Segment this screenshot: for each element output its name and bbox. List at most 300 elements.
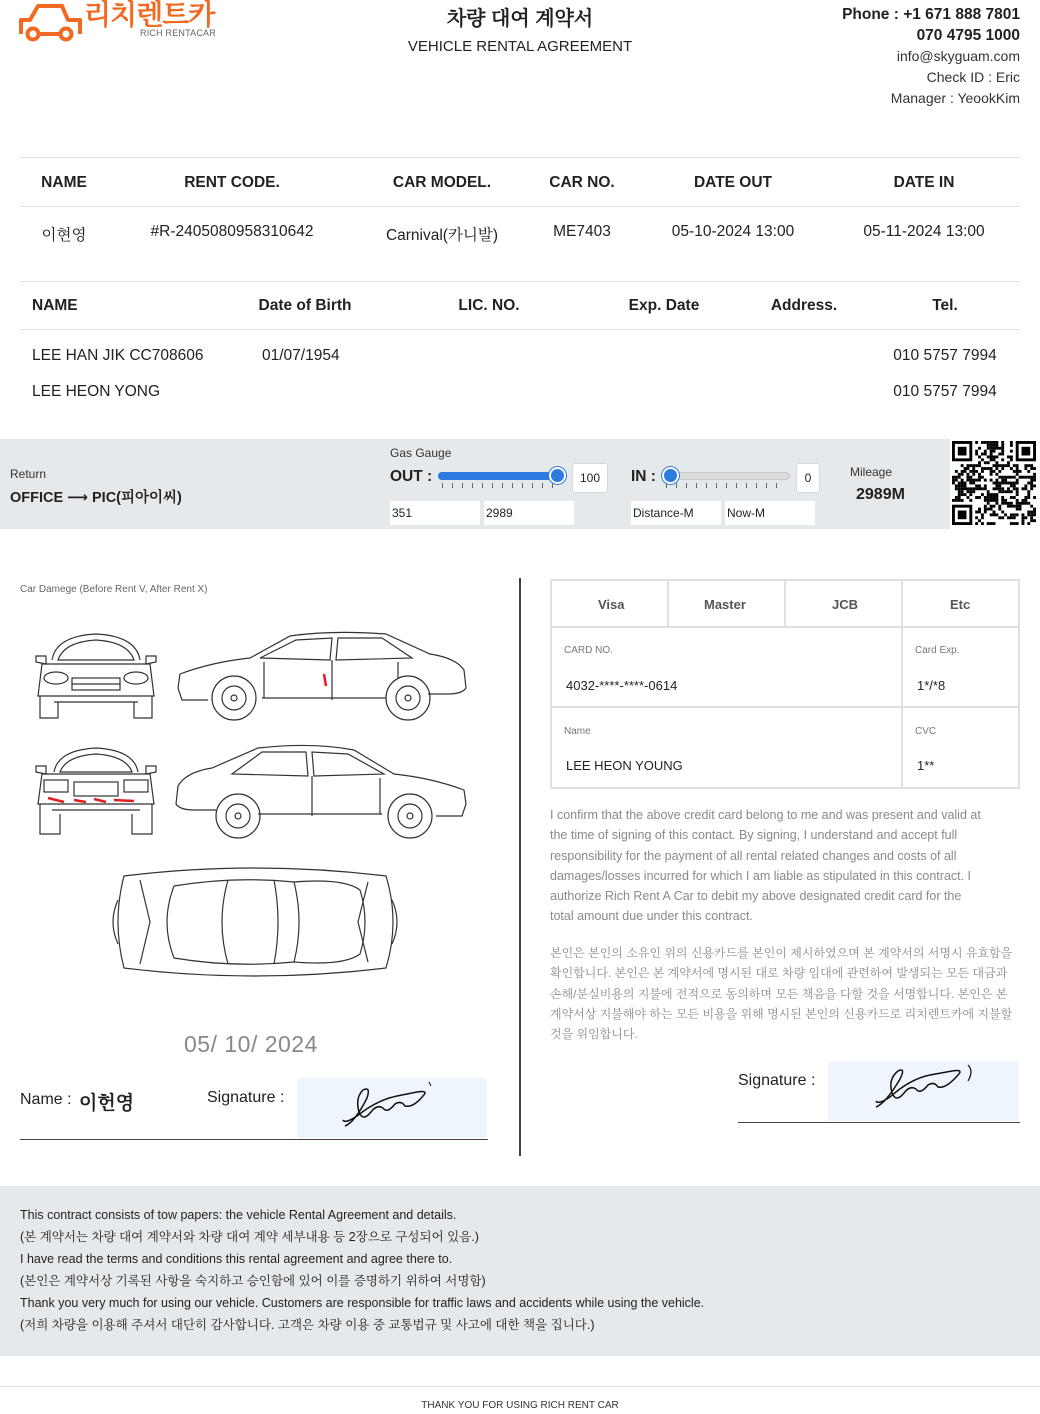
qr-module (990, 473, 993, 476)
qr-module (993, 487, 996, 490)
slider-fill (438, 472, 558, 480)
qr-module (990, 513, 993, 516)
qr-module (993, 511, 996, 514)
qr-module (972, 487, 975, 490)
qr-module (993, 499, 996, 502)
qr-module (1010, 455, 1013, 458)
signature-line-right (738, 1122, 1020, 1123)
qr-module (987, 467, 990, 470)
card-holder-name: LEE HEON YOUNG (566, 758, 683, 773)
qr-module (952, 499, 955, 502)
qr-module (958, 473, 961, 476)
qr-module (1030, 487, 1033, 490)
car-number: ME7403 (553, 223, 611, 240)
qr-module (969, 476, 972, 479)
in-field-distance[interactable]: Distance-M (631, 501, 721, 525)
damage-mark (48, 798, 134, 802)
qr-module (958, 493, 961, 496)
qr-module (969, 490, 972, 493)
qr-module (1010, 450, 1013, 453)
qr-module (952, 479, 955, 482)
consent-en-line: I confirm that the above credit card belong to me and was present and valid at (550, 808, 981, 822)
qr-module (1033, 496, 1036, 499)
qr-module (1030, 511, 1033, 514)
qr-module (975, 484, 978, 487)
qr-module (1027, 490, 1030, 493)
qr-module (1022, 502, 1025, 505)
qr-module (1019, 508, 1022, 511)
qr-module (1001, 496, 1004, 499)
card-type-jcb[interactable]: JCB (832, 597, 859, 612)
qr-module (978, 519, 981, 522)
qr-module (975, 450, 978, 453)
qr-module (958, 496, 961, 499)
qr-module (995, 441, 998, 444)
qr-module (1022, 513, 1025, 516)
qr-module (1033, 513, 1036, 516)
note-line: (본인은 계약서상 기록된 사항을 숙지하고 승인함에 있어 이를 증명하기 위하여 서명함) (20, 1274, 486, 1288)
table-rule (20, 206, 1020, 207)
qr-module (995, 455, 998, 458)
qr-module (1022, 522, 1025, 525)
qr-module (1001, 490, 1004, 493)
qr-module (995, 447, 998, 450)
title-english: VEHICLE RENTAL AGREEMENT (407, 38, 633, 55)
card-cell-border (901, 581, 903, 787)
qr-module (1033, 467, 1036, 470)
qr-module (1007, 476, 1010, 479)
qr-module (1027, 496, 1030, 499)
qr-module (972, 473, 975, 476)
qr-module (1024, 467, 1027, 470)
qr-module (993, 447, 996, 450)
qr-module (987, 447, 990, 450)
signature-label-left: Signature : (207, 1089, 285, 1106)
qr-module (1004, 464, 1007, 467)
qr-module (1027, 464, 1030, 467)
signature-icon (297, 1078, 487, 1138)
qr-module (990, 470, 993, 473)
card-cvc-label: CVC (915, 726, 937, 737)
note-line: Thank you very much for using our vehicle. Customers are responsible for traffic laws and accidents while using the vehicle. (20, 1296, 705, 1310)
car-model: Carnival(카니발) (385, 227, 499, 244)
gas-in-slider[interactable] (662, 466, 790, 490)
car-left-side-icon (172, 628, 472, 728)
qr-module (1027, 470, 1030, 473)
contact-info (842, 4, 1020, 109)
table-rule (20, 281, 1020, 282)
qr-module (969, 499, 972, 502)
qr-module (984, 487, 987, 490)
qr-module (978, 455, 981, 458)
qr-module (987, 490, 990, 493)
qr-module (966, 487, 969, 490)
qr-module (1033, 473, 1036, 476)
qr-module (966, 467, 969, 470)
qr-module (1016, 467, 1019, 470)
qr-module (1013, 484, 1016, 487)
car-top-view-icon (104, 860, 404, 984)
qr-module (1010, 476, 1013, 479)
card-no-label: CARD NO. (564, 645, 613, 656)
renter-name: 이현영 (41, 227, 87, 244)
qr-module (1010, 484, 1013, 487)
qr-module (984, 441, 987, 444)
consent-en-line: responsibility for the payment of all rental related changes and costs of all (550, 848, 957, 863)
out-field-1[interactable]: 351 (390, 501, 480, 525)
qr-module (961, 484, 964, 487)
qr-module (958, 484, 961, 487)
driver-2-name: LEE HEON YONG (32, 383, 161, 400)
qr-module (978, 484, 981, 487)
qr-module (1024, 516, 1027, 519)
qr-module (955, 487, 958, 490)
consent-english (550, 805, 1022, 927)
qr-module (975, 487, 978, 490)
qr-module (1016, 464, 1019, 467)
card-type-etc[interactable]: Etc (950, 597, 971, 612)
qr-module (984, 450, 987, 453)
header-date-in: DATE IN (893, 174, 955, 191)
qr-module (964, 484, 967, 487)
qr-module (998, 464, 1001, 467)
qr-module (1001, 479, 1004, 482)
qr-module (981, 516, 984, 519)
card-cell-border (667, 581, 669, 626)
qr-module (990, 496, 993, 499)
qr-module (964, 487, 967, 490)
qr-module (1004, 490, 1007, 493)
qr-module (995, 464, 998, 467)
gas-in-value: 0 (796, 463, 820, 493)
qr-module (1016, 479, 1019, 482)
qr-module (1030, 484, 1033, 487)
qr-module (1013, 476, 1016, 479)
qr-module (984, 453, 987, 456)
qr-module (1022, 447, 1031, 456)
card-exp-label: Card Exp. (915, 645, 960, 656)
qr-module (964, 470, 967, 473)
qr-module (966, 464, 969, 467)
qr-module (1004, 482, 1007, 485)
qr-module (1010, 505, 1013, 508)
qr-module (1024, 476, 1027, 479)
rent-code: #R-2405080958310642 (150, 223, 314, 240)
signature-line-left (20, 1139, 488, 1140)
qr-module (984, 479, 987, 482)
qr-module (1024, 484, 1027, 487)
qr-module (975, 453, 978, 456)
qr-module (1013, 470, 1016, 473)
qr-module (961, 470, 964, 473)
qr-module (1022, 516, 1025, 519)
note-line: (본 계약서는 차량 대여 계약서와 차량 대여 계약 세부내용 등 2장으로 구성되어 있음.) (20, 1230, 479, 1244)
qr-module (993, 493, 996, 496)
qr-module (984, 508, 987, 511)
check-id: Check ID : Eric (926, 69, 1020, 85)
qr-module (1001, 511, 1004, 514)
qr-module (1024, 487, 1027, 490)
consent-en-line: the time of signing of this contact. By signing, I understand and accept full (550, 828, 958, 843)
note-line: This contract consists of tow papers: the vehicle Rental Agreement and details. (20, 1208, 457, 1222)
qr-module (964, 467, 967, 470)
in-field-now[interactable]: Now-M (725, 501, 815, 525)
qr-module (1007, 455, 1010, 458)
qr-module (993, 496, 996, 499)
qr-module (987, 508, 990, 511)
qr-module (987, 461, 990, 464)
qr-module (987, 522, 990, 525)
damage-mark (324, 674, 326, 686)
car-rear-view-icon (34, 744, 158, 844)
signature-box-right[interactable] (828, 1061, 1018, 1121)
qr-code-icon (952, 441, 1036, 525)
qr-module (1001, 444, 1004, 447)
qr-module (955, 496, 958, 499)
qr-module (975, 441, 978, 444)
qr-module (993, 505, 996, 508)
qr-module (1022, 499, 1025, 502)
consent-en-line: total amount due under this contract. (550, 909, 753, 924)
qr-module (975, 522, 978, 525)
qr-module (1007, 505, 1010, 508)
qr-module (1022, 476, 1025, 479)
slider-ticks (442, 483, 562, 488)
qr-module (1004, 476, 1007, 479)
credit-card-table (550, 579, 1020, 789)
qr-module (969, 487, 972, 490)
qr-module (990, 479, 993, 482)
qr-module (993, 455, 996, 458)
qr-module (1007, 516, 1010, 519)
qr-module (984, 505, 987, 508)
qr-module (966, 476, 969, 479)
name-value: 이헌영 (79, 1093, 135, 1114)
driver-1-name: LEE HAN JIK CC708606 (32, 347, 204, 364)
date-in: 05-11-2024 13:00 (863, 223, 985, 240)
qr-module (1030, 479, 1033, 482)
consent-korean (550, 943, 1022, 1044)
qr-module (969, 464, 972, 467)
qr-module (1010, 502, 1013, 505)
qr-module (993, 513, 996, 516)
qr-module (981, 493, 984, 496)
qr-module (978, 476, 981, 479)
qr-module (955, 476, 958, 479)
qr-module (993, 470, 996, 473)
card-cell-border (784, 581, 786, 626)
slider-track (662, 472, 790, 480)
qr-module (978, 496, 981, 499)
driver-header-tel: Tel. (932, 297, 958, 314)
qr-module (1030, 482, 1033, 485)
signature-label-right: Signature : (738, 1072, 816, 1089)
qr-module (990, 522, 993, 525)
table-rule (20, 157, 1020, 158)
qr-module (998, 453, 1001, 456)
qr-module (981, 513, 984, 516)
qr-module (1033, 484, 1036, 487)
gas-out-value: 100 (572, 463, 608, 493)
qr-module (984, 496, 987, 499)
qr-module (981, 441, 984, 444)
qr-module (984, 461, 987, 464)
qr-module (966, 496, 969, 499)
driver-header-dob: Date of Birth (258, 297, 352, 314)
qr-module (1007, 482, 1010, 485)
qr-module (1001, 447, 1004, 450)
qr-module (1001, 482, 1004, 485)
qr-module (1010, 467, 1013, 470)
header-name: NAME (41, 174, 87, 191)
mileage-value: 2989M (856, 486, 905, 503)
qr-module (1027, 476, 1030, 479)
qr-module (995, 473, 998, 476)
qr-module (1027, 522, 1030, 525)
qr-module (1013, 522, 1016, 525)
mileage-label: Mileage (850, 465, 893, 479)
qr-module (987, 499, 990, 502)
qr-module (1001, 487, 1004, 490)
qr-module (995, 467, 998, 470)
consent-en-line: authorize Rich Rent A Car to debit my above designated credit card for the (550, 889, 962, 904)
driver-header-license: LIC. NO. (458, 297, 520, 314)
qr-module (998, 505, 1001, 508)
qr-module (990, 447, 993, 450)
qr-module (987, 493, 990, 496)
qr-module (1030, 467, 1033, 470)
qr-module (995, 496, 998, 499)
qr-module (990, 505, 993, 508)
qr-module (1010, 513, 1013, 516)
qr-module (1001, 502, 1004, 505)
qr-module (998, 470, 1001, 473)
qr-module (990, 444, 993, 447)
qr-module (1004, 513, 1007, 516)
card-cvc: 1** (917, 758, 935, 773)
qr-module (1019, 505, 1022, 508)
signature-box-left[interactable] (297, 1078, 487, 1138)
qr-module (978, 508, 981, 511)
qr-module (1001, 516, 1004, 519)
qr-module (1033, 479, 1036, 482)
qr-module (990, 508, 993, 511)
qr-module (1013, 516, 1016, 519)
qr-module (995, 484, 998, 487)
qr-module (978, 461, 981, 464)
qr-module (1024, 496, 1027, 499)
qr-module (993, 450, 996, 453)
qr-module (961, 482, 964, 485)
qr-module (995, 482, 998, 485)
slider-thumb[interactable] (549, 467, 566, 484)
qr-module (1016, 490, 1019, 493)
qr-module (961, 487, 964, 490)
qr-module (972, 490, 975, 493)
vertical-divider (519, 578, 521, 1156)
qr-module (975, 464, 978, 467)
qr-module (993, 441, 996, 444)
card-name-label: Name (564, 726, 591, 737)
qr-module (1027, 493, 1030, 496)
phone-number-2: 070 4795 1000 (916, 27, 1020, 44)
return-value: OFFICE ⟶ PIC(피아이씨) (10, 490, 182, 506)
qr-module (1030, 464, 1033, 467)
title-korean: 차량 대여 계약서 (446, 8, 594, 30)
qr-module (1027, 511, 1030, 514)
qr-module (995, 479, 998, 482)
qr-module (961, 464, 964, 467)
qr-module (995, 487, 998, 490)
qr-module (998, 516, 1001, 519)
qr-module (998, 490, 1001, 493)
qr-module (969, 479, 972, 482)
qr-module (1022, 487, 1025, 490)
qr-module (995, 499, 998, 502)
out-field-2[interactable]: 2989 (484, 501, 574, 525)
qr-module (1007, 461, 1010, 464)
qr-module (987, 455, 990, 458)
qr-module (993, 444, 996, 447)
qr-module (993, 522, 996, 525)
slider-thumb[interactable] (662, 467, 679, 484)
car-front-view-icon (34, 630, 158, 730)
qr-module (1013, 487, 1016, 490)
qr-module (1001, 476, 1004, 479)
gas-in-label: IN : (631, 468, 656, 485)
driver-header-exp-date: Exp. Date (628, 297, 700, 314)
card-type-master[interactable]: Master (704, 597, 746, 612)
qr-module (964, 493, 967, 496)
qr-module (958, 499, 961, 502)
qr-module (981, 476, 984, 479)
table-rule (20, 329, 1020, 330)
qr-module (981, 467, 984, 470)
qr-module (1010, 482, 1013, 485)
qr-module (995, 513, 998, 516)
qr-module (1007, 502, 1010, 505)
qr-module (987, 502, 990, 505)
qr-module (990, 453, 993, 456)
gas-out-slider[interactable] (438, 466, 566, 490)
gas-gauge-label: Gas Gauge (390, 446, 452, 460)
qr-module (1022, 519, 1025, 522)
phone-number: Phone : +1 671 888 7801 (842, 6, 1020, 23)
qr-module (1033, 511, 1036, 514)
qr-module (990, 458, 993, 461)
qr-module (987, 496, 990, 499)
qr-module (1010, 490, 1013, 493)
qr-module (1030, 505, 1033, 508)
qr-module (975, 496, 978, 499)
qr-module (972, 464, 975, 467)
qr-module (969, 493, 972, 496)
return-label: Return (10, 467, 47, 481)
qr-module (1033, 508, 1036, 511)
qr-module (972, 479, 975, 482)
damage-date: 05/ 10/ 2024 (184, 1031, 318, 1057)
qr-module (1016, 487, 1019, 490)
car-right-side-icon (172, 740, 472, 844)
qr-module (984, 467, 987, 470)
manager: Manager : YeookKim (890, 90, 1020, 106)
qr-module (1016, 508, 1019, 511)
driver-1-dob: 01/07/1954 (262, 347, 340, 364)
qr-module (1013, 464, 1016, 467)
qr-module (1016, 493, 1019, 496)
card-type-visa[interactable]: Visa (598, 597, 625, 612)
qr-module (958, 490, 961, 493)
